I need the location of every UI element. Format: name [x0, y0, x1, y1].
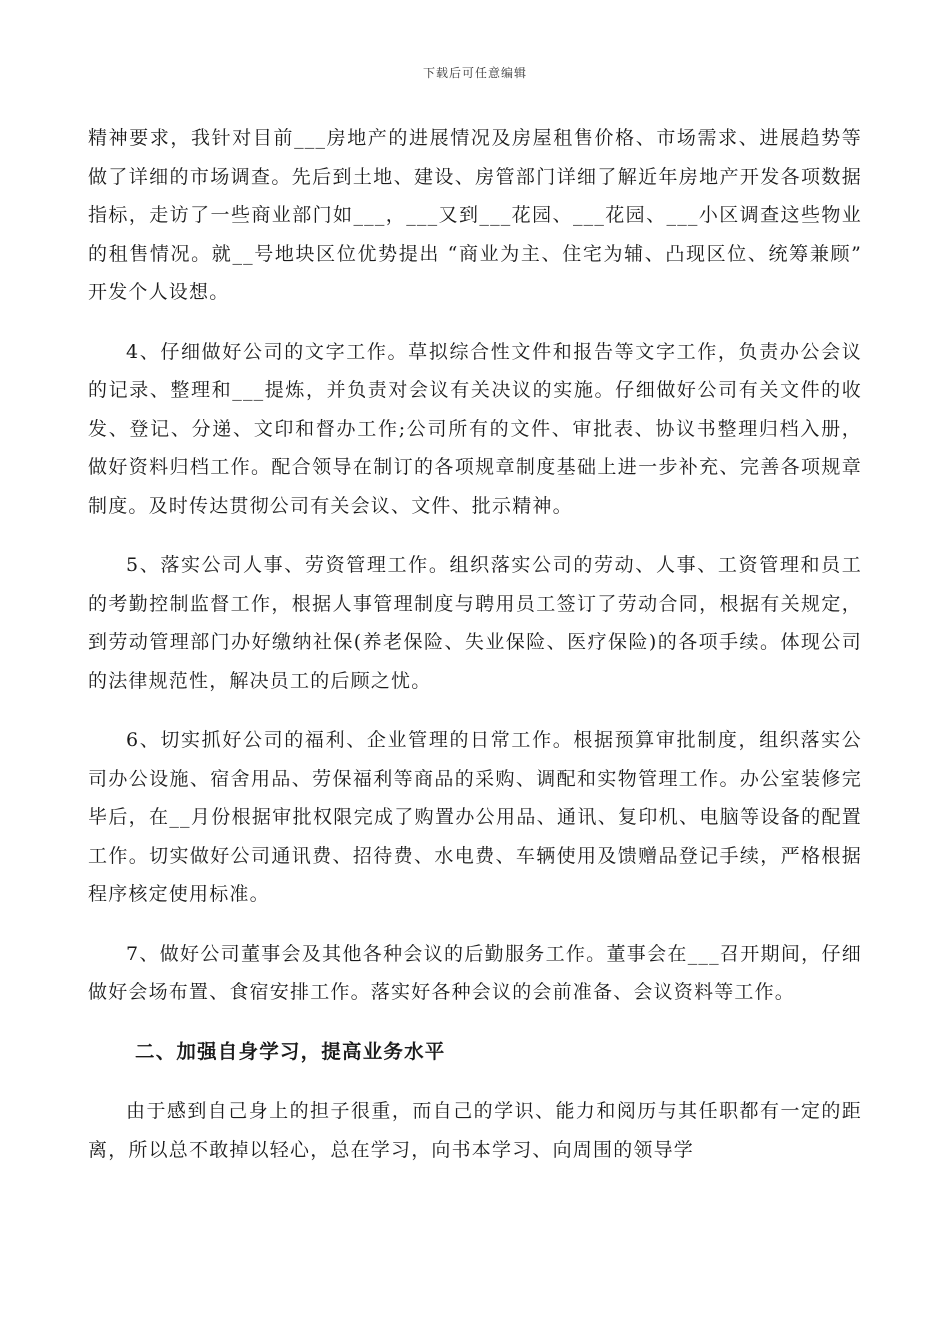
paragraph-item-4: 4、仔细做好公司的文字工作。草拟综合性文件和报告等文字工作，负责办公会议的记录、整理和___提炼，并负责对会议有关决议的实施。仔细做好公司有关文件的收发、登记、分递、文印和督办工作;公司所有的文件、审批表、协议书整理归档入册，做好资料归档工作。配合领导在制订的各项规章制度基础上进一步补充、完善各项规章制度。及时传达贯彻公司有关会议、文件、批示精神。 [88, 340, 862, 517]
paragraph-gap [88, 312, 862, 333]
paragraph-self-study: 由于感到自己身上的担子很重，而自己的学识、能力和阅历与其任职都有一定的距离，所以总不敢掉以轻心，总在学习，向书本学习、向周围的领导学 [88, 1100, 862, 1161]
paragraph-item-5: 5、落实公司人事、劳资管理工作。组织落实公司的劳动、人事、工资管理和员工的考勤控制监督工作，根据人事管理制度与聘用员工签订了劳动合同，根据有关规定，到劳动管理部门办好缴纳社保(养老保险、失业保险、医疗保险)的各项手续。体现公司的法律规范性，解决员工的后顾之忧。 [88, 554, 862, 692]
paragraph-gap [88, 1071, 862, 1092]
paragraph-gap [88, 914, 862, 935]
document-body [88, 119, 862, 1169]
paragraph-item-7: 7、做好公司董事会及其他各种会议的后勤服务工作。董事会在___召开期间，仔细做好会场布置、食宿安排工作。落实好各种会议的会前准备、会议资料等工作。 [88, 942, 862, 1003]
paragraph-item-6: 6、切实抓好公司的福利、企业管理的日常工作。根据预算审批制度，组织落实公司办公设施、宿舍用品、劳保福利等商品的采购、调配和实物管理工作。办公室装修完毕后，在__月份根据审批权限完成了购置办公用品、通讯、复印机、电脑等设备的配置工作。切实做好公司通讯费、招待费、水电费、车辆使用及馈赠品登记手续，严格根据程序核定使用标准。 [88, 729, 862, 905]
paragraph-market-survey: 精神要求，我针对目前___房地产的进展情况及房屋租售价格、市场需求、进展趋势等做了详细的市场调查。先后到土地、建设、房管部门详细了解近年房地产开发各项数据指标，走访了一些商业部门如___，___又到___花园、___花园、___小区调查这些物业的租售情况。就__号地块区位优势提出 “商业为主、住宅为辅、凸现区位、统筹兼顾” 开发个人设想。 [88, 127, 862, 303]
paragraph-gap [88, 1012, 862, 1033]
paragraph-gap [88, 700, 862, 721]
paragraph-gap [88, 525, 862, 546]
section-heading: 二、加强自身学习，提高业务水平 [135, 1039, 446, 1063]
header-note: 下载后可任意编辑 [422, 66, 527, 80]
